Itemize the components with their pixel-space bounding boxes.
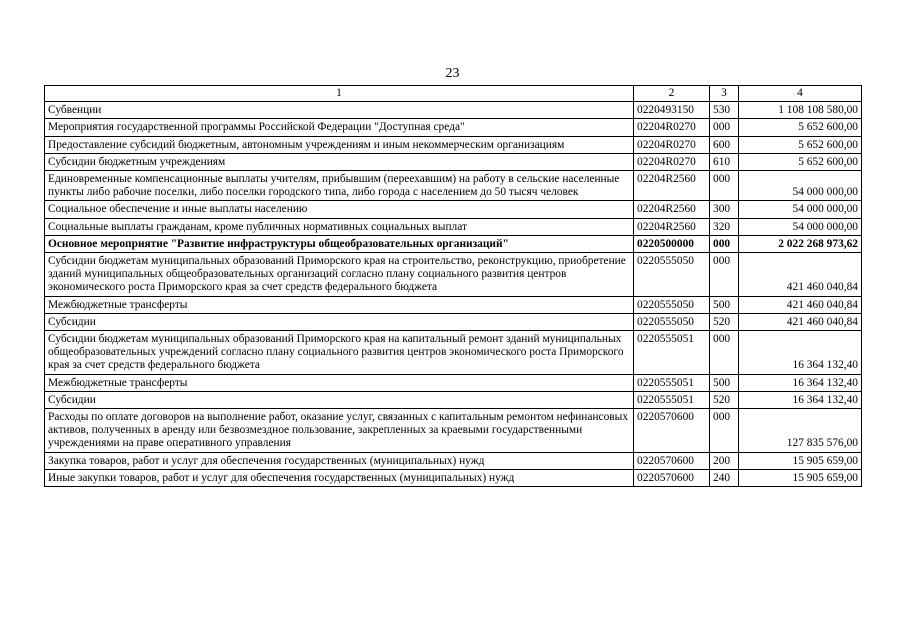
table-row [45,253,862,297]
row-code-cell: 0220570600 [634,409,710,453]
table-row [45,469,862,486]
row-type-cell: 000 [710,235,739,252]
row-amount-cell: 15 905 659,00 [739,469,862,486]
row-amount-cell: 15 905 659,00 [739,452,862,469]
row-name-cell: Субвенции [45,102,634,119]
row-code-cell: 0220500000 [634,235,710,252]
table-row [45,235,862,252]
table-row [45,201,862,218]
row-code-cell: 02204R0270 [634,153,710,170]
row-code-cell: 02204R2560 [634,171,710,201]
row-type-cell: 500 [710,374,739,391]
row-type-cell: 600 [710,136,739,153]
row-amount-cell: 5 652 600,00 [739,119,862,136]
row-type-cell: 000 [710,253,739,297]
table-row [45,296,862,313]
row-name-cell: Основное мероприятие "Развитие инфраструктуры общеобразовательных организаций" [45,235,634,252]
row-name-cell: Субсидии бюджетным учреждениям [45,153,634,170]
row-amount-cell: 5 652 600,00 [739,153,862,170]
row-code-cell: 0220555050 [634,253,710,297]
table-row [45,313,862,330]
row-name-cell: Межбюджетные трансферты [45,296,634,313]
table-row [45,218,862,235]
table-row [45,136,862,153]
row-name-cell: Субсидии [45,391,634,408]
row-code-cell: 02204R0270 [634,136,710,153]
row-type-cell: 200 [710,452,739,469]
row-type-cell: 520 [710,391,739,408]
row-amount-cell: 1 108 108 580,00 [739,102,862,119]
row-code-cell: 0220555050 [634,296,710,313]
row-amount-cell: 16 364 132,40 [739,391,862,408]
row-amount-cell: 127 835 576,00 [739,409,862,453]
table-row [45,102,862,119]
row-name-cell: Субсидии бюджетам муниципальных образований Приморского края на капитальный ремонт зданий муниципальных общеобразовательных учреждений согласно плану социального развития центров экономического роста Приморского края за счет средств федерального бюджета [45,331,634,375]
row-name-cell: Расходы по оплате договоров на выполнение работ, оказание услуг, связанных с капитальным ремонтом нефинансовых активов, полученных в аренду или безвозмездное пользование, закрепленных за краевыми государственными учреждениями на праве оперативного управления [45,409,634,453]
row-type-cell: 000 [710,331,739,375]
table-row [45,119,862,136]
row-name-cell: Предоставление субсидий бюджетным, автономным учреждениям и иным некоммерческим организациям [45,136,634,153]
row-amount-cell: 5 652 600,00 [739,136,862,153]
table-header-row [45,86,862,102]
row-code-cell: 0220555050 [634,313,710,330]
row-code-cell: 0220570600 [634,469,710,486]
row-amount-cell: 16 364 132,40 [739,331,862,375]
row-type-cell: 320 [710,218,739,235]
table-row [45,409,862,453]
table-row [45,153,862,170]
budget-table [44,85,862,487]
row-amount-cell: 421 460 040,84 [739,253,862,297]
row-amount-cell: 54 000 000,00 [739,218,862,235]
row-code-cell: 02204R2560 [634,201,710,218]
row-type-cell: 000 [710,409,739,453]
row-name-cell: Социальное обеспечение и иные выплаты населению [45,201,634,218]
table-row [45,171,862,201]
row-amount-cell: 421 460 040,84 [739,296,862,313]
row-name-cell: Социальные выплаты гражданам, кроме публичных нормативных социальных выплат [45,218,634,235]
table-row [45,374,862,391]
row-amount-cell: 54 000 000,00 [739,171,862,201]
row-code-cell: 0220493150 [634,102,710,119]
row-name-cell: Иные закупки товаров, работ и услуг для обеспечения государственных (муниципальных) нужд [45,469,634,486]
row-type-cell: 240 [710,469,739,486]
row-type-cell: 000 [710,171,739,201]
header-col-1: 1 [45,86,634,102]
row-type-cell: 610 [710,153,739,170]
row-code-cell: 0220555051 [634,331,710,375]
table-body [45,86,862,487]
row-code-cell: 0220555051 [634,374,710,391]
row-name-cell: Субсидии бюджетам муниципальных образований Приморского края на строительство, реконструкцию, приобретение зданий муниципальных общеобразовательных организаций согласно плану социального развития центров экономического роста Приморского края за счет средств федерального бюджета [45,253,634,297]
row-name-cell: Мероприятия государственной программы Российской Федерации "Доступная среда" [45,119,634,136]
row-amount-cell: 2 022 268 973,62 [739,235,862,252]
row-name-cell: Межбюджетные трансферты [45,374,634,391]
row-type-cell: 500 [710,296,739,313]
row-name-cell: Единовременные компенсационные выплаты учителям, прибывшим (переехавшим) на работу в сельские населенные пункты либо рабочие поселки, либо поселки городского типа, либо города с населением до 50 тысяч человек [45,171,634,201]
table-row [45,452,862,469]
table-row [45,391,862,408]
header-col-3: 3 [710,86,739,102]
page-number: 23 [445,66,460,81]
row-amount-cell: 16 364 132,40 [739,374,862,391]
row-code-cell: 02204R2560 [634,218,710,235]
row-name-cell: Субсидии [45,313,634,330]
header-col-4: 4 [739,86,862,102]
row-code-cell: 0220555051 [634,391,710,408]
row-type-cell: 000 [710,119,739,136]
row-name-cell: Закупка товаров, работ и услуг для обеспечения государственных (муниципальных) нужд [45,452,634,469]
row-type-cell: 520 [710,313,739,330]
row-type-cell: 300 [710,201,739,218]
header-col-2: 2 [634,86,710,102]
table-row [45,331,862,375]
row-type-cell: 530 [710,102,739,119]
row-code-cell: 02204R0270 [634,119,710,136]
row-amount-cell: 421 460 040,84 [739,313,862,330]
row-amount-cell: 54 000 000,00 [739,201,862,218]
row-code-cell: 0220570600 [634,452,710,469]
